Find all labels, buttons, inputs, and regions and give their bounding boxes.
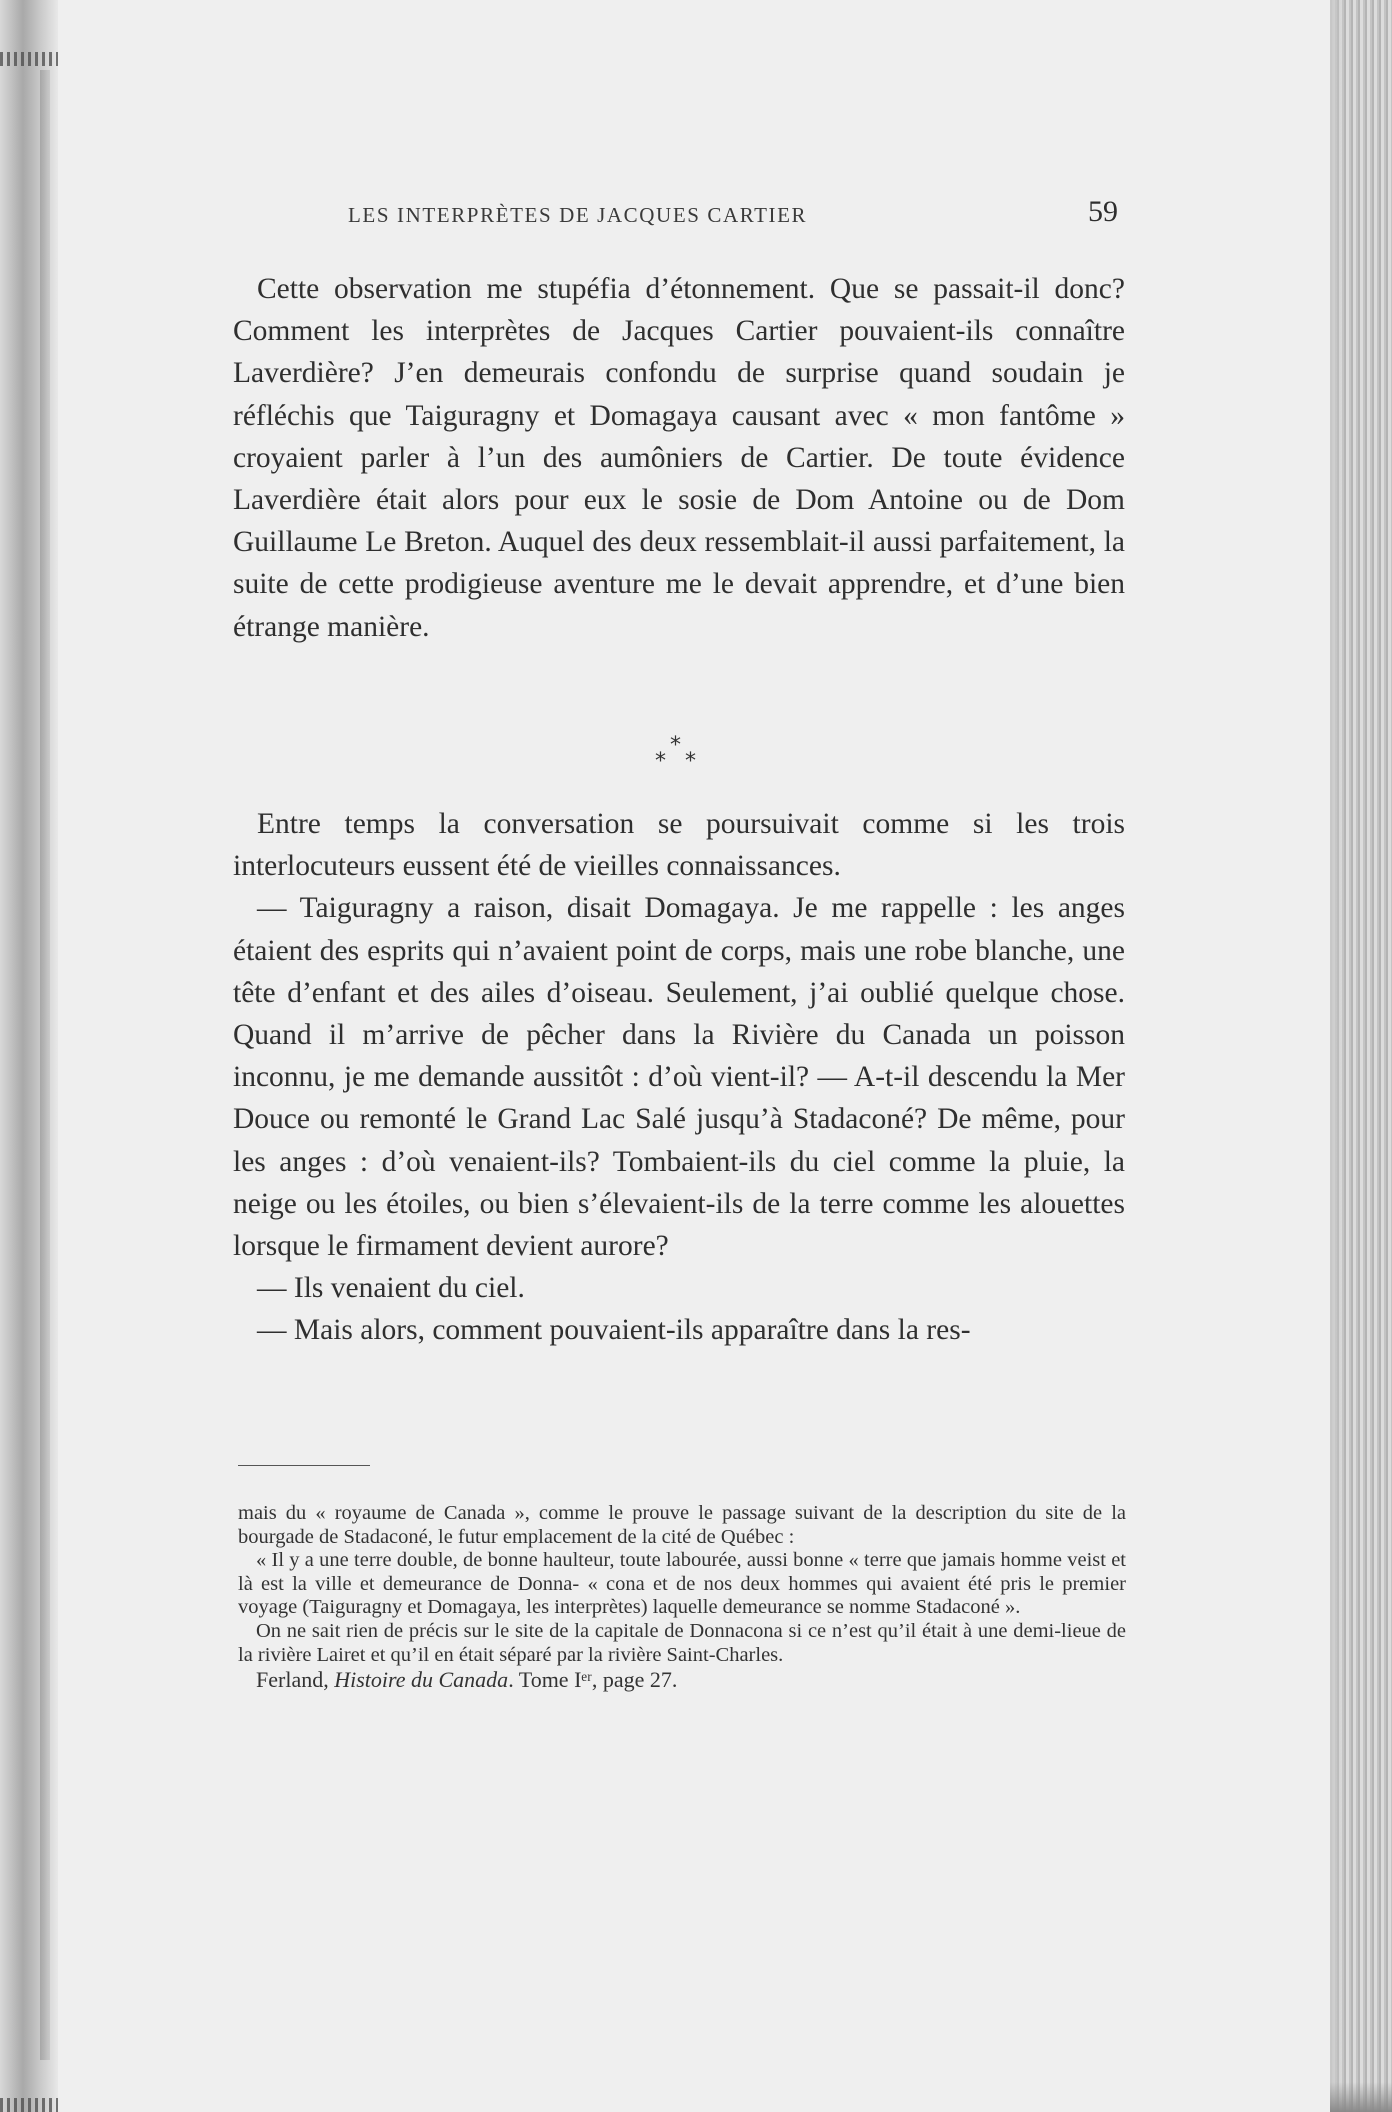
asterism-star-top: * [670, 733, 681, 758]
paragraph-1: Cette observation me stupéfia d’étonnement. Que se passait-il donc? Comment les interprètes de Jacques Cartier pouvaient-ils connaître Laverdière? J’en demeurais confondu de surprise quand soudain je réfléchis que Taiguragny et Domagaya causant avec « mon fantôme » croyaient parler à l’un des aumôniers de Cartier. De toute évidence Laverdière était alors pour eux le sosie de Dom Antoine ou de Dom Guillaume Le Breton. Auquel des deux ressemblait-il aussi parfaitement, la suite de cette prodigieuse aventure me le devait apprendre, et d’une bien étrange manière. [233, 273, 1125, 643]
footnotes-block [238, 1502, 1126, 1693]
footnote-rule [238, 1465, 370, 1466]
asterism-star-right: * [685, 749, 696, 774]
paragraph-4: — Ils venaient du ciel. [257, 1272, 525, 1305]
paragraph-3: — Taiguragny a raison, disait Domagaya. Je me rappelle : les anges étaient des esprits qui n’avaient point de corps, mais une robe blanche, une tête d’enfant et des ailes d’oiseau. Seulement, j’ai oublié quelque chose. Quand il m’arrive de pêcher dans la Rivière du Canada un poisson inconnu, je me demande aussitôt : d’où vient-il? — A-t-il descendu la Mer Douce ou remonté le Grand Lac Salé jusqu’à Stadaconé? De même, pour les anges : d’où venaient-ils? Tombaient-ils du ciel comme la pluie, la neige ou les étoiles, ou bien s’élevaient-ils de la terre comme les alouettes lorsque le firmament devient aurore? [233, 892, 1125, 1263]
footnote-reference [238, 1667, 1126, 1693]
reference-author: Ferland, [256, 1667, 335, 1693]
footnote-3: On ne sait rien de précis sur le site de la capitale de Donnacona si ce n’est qu’il était à une demi-lieue de la rivière Lairet et qu’il en était séparé par la rivière Saint-Charles. [238, 1619, 1126, 1666]
paragraph-2: Entre temps la conversation se poursuivait comme si les trois interlocuteurs eussent été de vieilles connaissances. [233, 808, 1125, 883]
footnote-2-quote: « Il y a une terre double, de bonne haulteur, toute labourée, aussi bonne « terre que jamais homme veist et là est la ville et demeurance de Donna- « cona et de nos deux hommes qui avaient été pris le premier voyage (Taiguragny et Domagaya, les interprètes) laquelle demeurance se nomme Stadaconé ». [238, 1549, 1126, 1619]
asterism-star-left: * [655, 749, 666, 774]
page-number: 59 [1088, 195, 1118, 228]
reference-details: . Tome Iᵉʳ, page 27. [508, 1667, 678, 1693]
dialogue-text-block [233, 803, 1125, 1352]
right-page-stack-edge [1330, 0, 1392, 2112]
footnote-1: mais du « royaume de Canada », comme le prouve le passage suivant de la description du site de la bourgade de Stadaconé, le futur emplacement de la cité de Québec : [238, 1502, 1126, 1548]
main-text-block [233, 268, 1125, 648]
book-page [58, 0, 1330, 2112]
left-page-edge [0, 0, 58, 2112]
page-header [348, 195, 1118, 235]
reference-title: Histoire du Canada [334, 1667, 509, 1693]
paragraph-5: — Mais alors, comment pouvaient-ils apparaître dans la res- [257, 1314, 971, 1347]
binding-ticks-top [0, 52, 60, 66]
section-asterism [655, 735, 705, 779]
running-head: LES INTERPRÈTES DE JACQUES CARTIER [348, 203, 808, 227]
